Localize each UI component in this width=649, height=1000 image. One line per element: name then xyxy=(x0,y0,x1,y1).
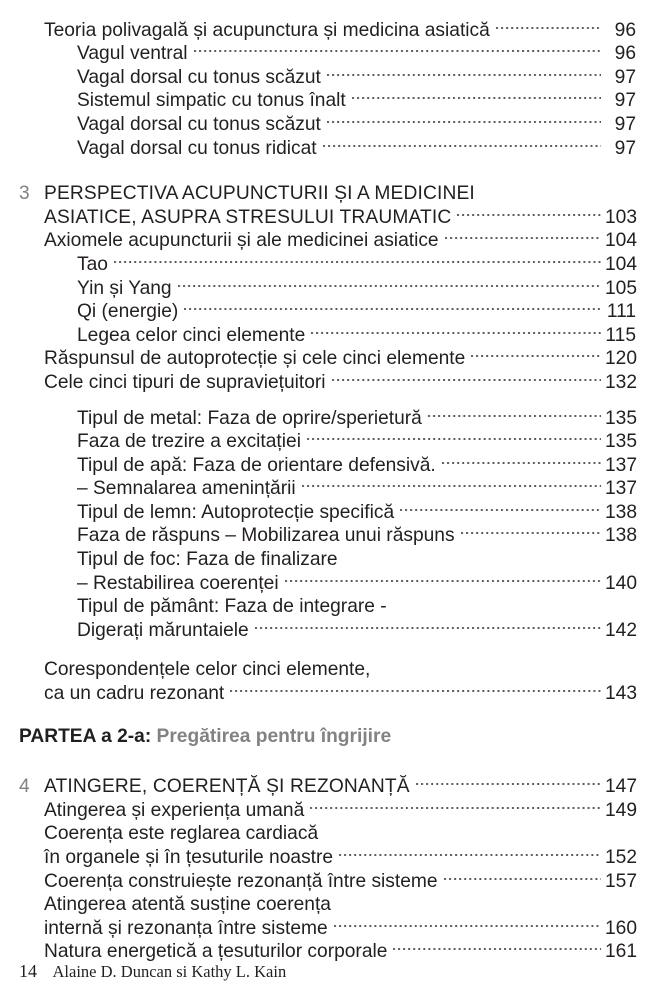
toc-entry-page: 135 xyxy=(605,407,638,429)
toc-entry-title: Atingerea atentă susține coerența xyxy=(44,894,331,916)
toc-entry-title: internă și rezonanța între sisteme xyxy=(44,917,328,939)
part-label: PARTEA a 2-a: xyxy=(19,726,152,748)
dot-leader xyxy=(438,863,605,887)
toc-entry-title: Tipul de pământ: Faza de integrare - xyxy=(77,596,387,618)
toc-entry-page: 120 xyxy=(605,348,638,370)
toc-entry-title: Tipul de apă: Faza de orientare defensivă. xyxy=(77,454,436,476)
toc-entry-page: 160 xyxy=(605,917,638,939)
dot-leader xyxy=(304,792,605,816)
toc-entry-title: Sistemul simpatic cu tonus înalt xyxy=(77,90,346,112)
dot-leader xyxy=(178,294,605,318)
toc-entry-title: Tao xyxy=(77,253,108,275)
dot-leader xyxy=(321,106,605,130)
toc-entry-page: 157 xyxy=(605,870,638,892)
toc-entry-title: Axiomele acupuncturii și ale medicinei asiatice xyxy=(44,230,439,252)
toc-entry-title: Digerați măruntaiele xyxy=(77,619,249,641)
toc-entry-title: Vagal dorsal cu tonus scăzut xyxy=(77,113,321,135)
dot-leader xyxy=(439,223,605,247)
dot-leader xyxy=(305,317,605,341)
toc-entry-page: 97 xyxy=(614,90,636,112)
dot-leader xyxy=(455,518,605,542)
dot-leader xyxy=(249,612,605,636)
toc-entry-title: Tipul de lemn: Autoprotecție specifică xyxy=(77,501,395,523)
toc-chapter-entry[interactable] xyxy=(0,769,649,798)
dot-leader xyxy=(465,341,605,365)
dot-leader xyxy=(224,675,605,699)
dot-leader xyxy=(490,12,605,36)
toc-entry-page: 135 xyxy=(605,431,638,453)
footer-byline: Alaine D. Duncan si Kathy L. Kain xyxy=(52,962,287,981)
dot-leader xyxy=(326,364,605,388)
toc-entry[interactable] xyxy=(0,12,649,41)
dot-leader xyxy=(410,769,605,793)
dot-leader xyxy=(338,541,605,565)
toc-entry-page: 97 xyxy=(614,137,636,159)
dot-leader xyxy=(108,246,605,270)
toc-entry-page: 96 xyxy=(614,43,636,65)
dot-leader xyxy=(394,494,605,518)
dot-leader xyxy=(321,59,605,83)
toc-entry-title: Tipul de foc: Faza de finalizare xyxy=(77,549,338,571)
toc-entry-title: – Semnalarea amenințării xyxy=(77,478,296,500)
toc-entry-title: Coerența construiește rezonanță între sisteme xyxy=(44,870,438,892)
toc-entry-page: 104 xyxy=(605,230,638,252)
folio-number: 14 xyxy=(19,961,37,981)
toc-chapter-title: ATINGERE, COERENȚĂ ȘI REZONANȚĂ xyxy=(44,776,410,798)
toc-entry-page: 149 xyxy=(605,799,638,821)
toc-entry-title: Tipul de metal: Faza de oprire/sperietură xyxy=(77,407,422,429)
toc-entry-page: 143 xyxy=(605,683,638,705)
dot-leader xyxy=(318,816,605,840)
toc-entry-title: Cele cinci tipuri de supraviețuitori xyxy=(44,371,326,393)
toc-entry-page: 138 xyxy=(605,525,638,547)
toc-entry-page: 152 xyxy=(605,847,638,868)
toc-entry-title: Răspunsul de autoprotecție și cele cinci elemente xyxy=(44,348,466,370)
dot-leader xyxy=(436,447,605,471)
toc-entry-page: 96 xyxy=(614,19,636,41)
toc-entry-title: Faza de răspuns – Mobilizarea unui răspuns xyxy=(77,525,455,547)
toc-entry-page: 115 xyxy=(605,324,636,346)
toc-entry-page: 104 xyxy=(605,253,638,275)
dot-leader xyxy=(451,199,605,223)
toc-entry-title: Coerența este reglarea cardiacă xyxy=(44,823,319,845)
dot-leader xyxy=(317,130,605,154)
dot-leader xyxy=(188,36,605,60)
toc-entry-title: Atingerea și experiența umană xyxy=(44,799,305,821)
chapter-number: 3 xyxy=(19,183,30,205)
toc-entry-title: Vagal dorsal cu tonus scăzut xyxy=(77,66,321,88)
toc-entry-title: Teoria polivagală și acupunctura și medicina asiatică xyxy=(44,19,490,41)
dot-leader xyxy=(301,424,605,448)
dot-leader xyxy=(333,839,605,863)
toc-entry-title: Natura energetică a țesuturilor corporale xyxy=(44,941,388,963)
toc-entry-page: 97 xyxy=(614,66,636,88)
toc-entry[interactable] xyxy=(0,400,649,429)
toc-entry-title: ca un cadru rezonant xyxy=(44,683,225,705)
spacer-before-chapter-4 xyxy=(0,749,649,769)
dot-leader xyxy=(387,934,605,958)
toc-entry-page: 142 xyxy=(605,619,638,641)
toc-entry-continued[interactable] xyxy=(0,652,649,681)
dot-leader xyxy=(328,910,605,934)
dot-leader xyxy=(387,589,605,613)
toc-entry-page: 137 xyxy=(605,454,638,476)
toc-entry-title: Faza de trezire a excitației xyxy=(77,431,301,453)
dot-leader xyxy=(279,565,605,589)
toc-entry-page: 140 xyxy=(605,572,638,594)
page-footer xyxy=(19,960,286,983)
spacer-top xyxy=(0,0,649,12)
chapter-number: 4 xyxy=(19,776,30,798)
toc-chapter-title: PERSPECTIVA ACUPUNCTURII ȘI A MEDICINEI xyxy=(44,183,475,205)
dot-leader xyxy=(475,176,605,200)
part-title: Pregătirea pentru îngrijire xyxy=(156,726,392,748)
dot-leader xyxy=(296,471,605,495)
toc-chapter-entry[interactable] xyxy=(0,176,649,205)
toc-entry-title: în organele și în țesuturile noastre xyxy=(44,847,334,868)
toc-entry-title: Yin și Yang xyxy=(77,277,172,299)
dot-leader xyxy=(370,652,605,676)
toc-entry-page: 103 xyxy=(605,206,638,228)
dot-leader xyxy=(346,83,605,107)
dot-leader xyxy=(422,400,605,424)
toc-entry-title: Vagal dorsal cu tonus ridicat xyxy=(77,137,317,159)
dot-leader xyxy=(331,887,605,911)
toc-entry-page: 111 xyxy=(606,301,636,323)
toc-entry-title: Corespondențele celor cinci elemente, xyxy=(44,659,371,681)
toc-entry-page: 138 xyxy=(605,501,638,523)
dot-leader xyxy=(172,270,605,294)
toc-entry-page: 147 xyxy=(605,776,638,798)
toc-entry-page: 132 xyxy=(605,371,638,393)
toc-entry-title: Qi (energie) xyxy=(77,301,179,323)
toc-entry-page: 161 xyxy=(605,941,638,963)
toc-entry-title: – Restabilirea coerenței xyxy=(77,572,279,594)
toc-entry-page: 97 xyxy=(614,113,636,135)
toc-entry-page: 137 xyxy=(605,478,638,500)
toc-chapter-title: ASIATICE, ASUPRA STRESULUI TRAUMATIC xyxy=(44,206,452,228)
toc-entry-page: 105 xyxy=(605,277,638,299)
part-heading xyxy=(19,725,649,749)
toc-entry-title: Legea celor cinci elemente xyxy=(77,324,306,346)
toc-entry-title: Vagul ventral xyxy=(77,43,188,65)
